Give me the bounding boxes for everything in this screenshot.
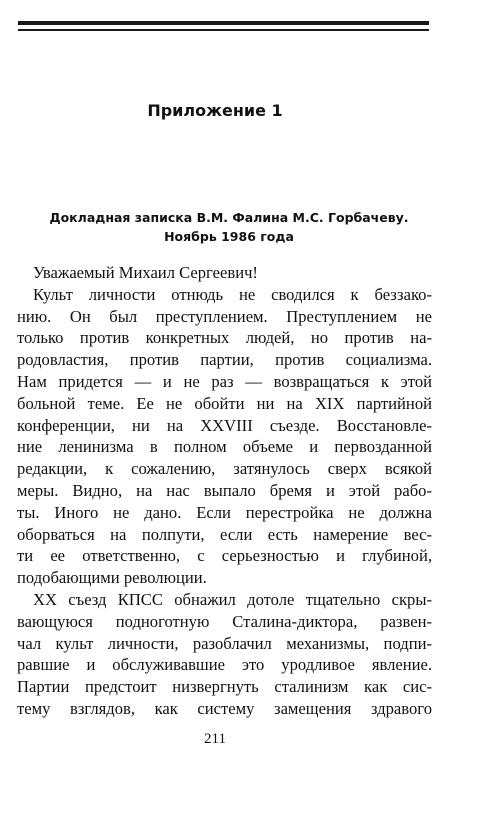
salutation-line: Уважаемый Михаил Сергеевич! [33,263,258,282]
header-rule-thin [18,29,429,31]
text-line: Партии предстоит низвергнуть сталинизм как сис- [17,677,432,697]
text-line: только против конкретных людей, но против на- [17,328,432,348]
text-line: Нам придется — и не раз — возвращаться к этой [17,371,432,391]
text-line: XX съезд КПСС обнажил дотоле тщательно скры- [33,589,432,609]
text-line: ние ленинизма в полном объеме и первозданной [17,437,432,457]
text-line: родовластия, против партии, против социализма. [17,350,432,370]
document-title-line-1: Докладная записка В.М. Фалина М.С. Горбачеву. [49,210,409,225]
body-text [17,262,432,720]
text-line: больной теме. Ее не обойти ни на XIX партийной [17,393,432,413]
text-line: подобающими революции. [17,568,207,588]
text-line: равшие и обслуживавшие это уродливое явление. [17,655,432,675]
text-line: ты. Иного не дано. Если перестройка не должна [17,502,432,522]
text-line: оборваться на полпути, если есть намерение вес- [17,524,432,544]
text-line: нию. Он был преступлением. Преступлением не [17,306,432,326]
text-line: Культ личности отнюдь не сводился к беззако- [33,284,432,304]
header-rule-thick [18,21,429,25]
document-title [14,208,444,246]
text-line: редакции, к сожалению, затянулось сверх всякой [17,459,432,479]
appendix-heading: Приложение 1 [147,101,283,120]
text-line: вающуюся подноготную Сталина-диктора, развен- [17,611,432,631]
document-title-line-2: Ноябрь 1986 года [164,229,294,244]
text-line: чал культ личности, разоблачил механизмы, подпи- [17,633,432,653]
text-line: конференции, ни на XXVIII съезде. Восстановле- [17,415,432,435]
text-line: ти ее ответственно, с серьезностью и глубиной, [17,546,432,566]
page-number: 211 [204,731,226,747]
text-line: меры. Видно, на нас выпало бремя и этой рабо- [17,480,432,500]
text-line: тему взглядов, как систему замещения здравого [17,698,432,718]
